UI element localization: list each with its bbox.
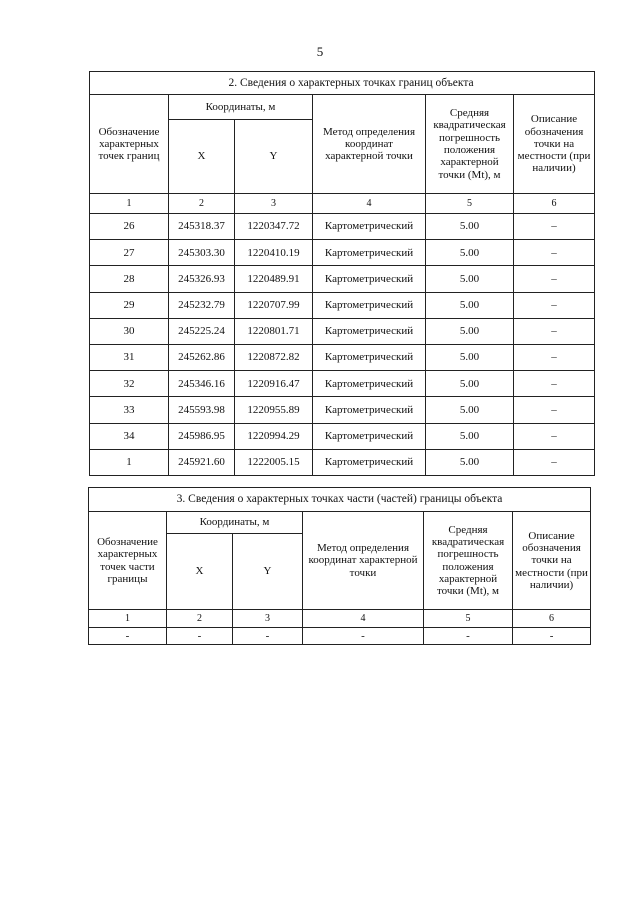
cell-error: 5.00 [426,266,514,292]
cell-y: 1220994.29 [235,423,313,449]
cell-y: - [233,628,303,645]
table-row [90,449,595,475]
cell-error: 5.00 [426,240,514,266]
cell-method: Картометрический [313,423,426,449]
header-x: X [167,534,233,610]
cell-description: – [514,266,595,292]
column-number: 2 [169,194,235,214]
table-row [90,292,595,318]
cell-description: – [514,318,595,344]
column-number: 3 [235,194,313,214]
cell-method: Картометрический [313,449,426,475]
cell-description: – [514,449,595,475]
header-error: Средняя квадратическая погрешность положения характерной точки (Mt), м [426,95,514,194]
section2-title: 2. Сведения о характерных точках границ объекта [90,72,595,95]
cell-y: 1220916.47 [235,371,313,397]
table-row [90,214,595,240]
cell-description: – [514,292,595,318]
cell-point: 31 [90,344,169,370]
cell-error: 5.00 [426,423,514,449]
cell-point: 33 [90,397,169,423]
cell-error: 5.00 [426,449,514,475]
header-point: Обозначение характерных точек части границы [89,512,167,610]
cell-error: - [424,628,513,645]
cell-x: 245318.37 [169,214,235,240]
cell-point: 30 [90,318,169,344]
cell-method: Картометрический [313,266,426,292]
cell-point: - [89,628,167,645]
header-error: Средняя квадратическая погрешность положения характерной точки (Mt), м [424,512,513,610]
header-y: Y [235,120,313,194]
column-number: 4 [313,194,426,214]
cell-description: – [514,214,595,240]
section3-title: 3. Сведения о характерных точках части (частей) границы объекта [89,488,591,512]
cell-y: 1220410.19 [235,240,313,266]
cell-description: – [514,397,595,423]
cell-x: 245232.79 [169,292,235,318]
column-number: 5 [424,610,513,628]
cell-method: Картометрический [313,318,426,344]
table-row [90,397,595,423]
column-number: 4 [303,610,424,628]
cell-error: 5.00 [426,214,514,240]
cell-point: 29 [90,292,169,318]
cell-x: 245346.16 [169,371,235,397]
cell-method: Картометрический [313,240,426,266]
table-row [90,318,595,344]
cell-y: 1220489.91 [235,266,313,292]
column-number: 6 [514,194,595,214]
section3-table [88,487,591,645]
column-number: 3 [233,610,303,628]
table-row [90,240,595,266]
header-description: Описание обозначения точки на местности (при наличии) [514,95,595,194]
header-coordinates: Координаты, м [167,512,303,534]
cell-description: – [514,240,595,266]
cell-error: 5.00 [426,397,514,423]
cell-x: 245986.95 [169,423,235,449]
cell-x: 245262.86 [169,344,235,370]
column-number: 1 [89,610,167,628]
cell-method: Картометрический [313,214,426,240]
cell-y: 1220955.89 [235,397,313,423]
header-description: Описание обозначения точки на местности (при наличии) [513,512,591,610]
cell-point: 27 [90,240,169,266]
cell-error: 5.00 [426,344,514,370]
column-number: 6 [513,610,591,628]
cell-description: – [514,371,595,397]
cell-method: Картометрический [313,292,426,318]
cell-x: 245303.30 [169,240,235,266]
header-coordinates: Координаты, м [169,95,313,120]
table-row [90,266,595,292]
cell-x: 245326.93 [169,266,235,292]
cell-method: Картометрический [313,344,426,370]
table-row [89,628,591,645]
cell-method: Картометрический [313,371,426,397]
cell-point: 1 [90,449,169,475]
cell-error: 5.00 [426,371,514,397]
cell-point: 28 [90,266,169,292]
header-x: X [169,120,235,194]
column-number: 2 [167,610,233,628]
cell-y: 1220872.82 [235,344,313,370]
cell-description: – [514,344,595,370]
page-number: 5 [316,44,324,59]
cell-error: 5.00 [426,318,514,344]
cell-error: 5.00 [426,292,514,318]
cell-point: 34 [90,423,169,449]
cell-x: - [167,628,233,645]
header-y: Y [233,534,303,610]
column-number: 1 [90,194,169,214]
cell-y: 1222005.15 [235,449,313,475]
cell-y: 1220707.99 [235,292,313,318]
column-number: 5 [426,194,514,214]
cell-point: 26 [90,214,169,240]
table-row [90,344,595,370]
cell-method: Картометрический [313,397,426,423]
cell-x: 245921.60 [169,449,235,475]
cell-y: 1220801.71 [235,318,313,344]
section2-table [89,71,595,476]
cell-description: - [513,628,591,645]
header-method: Метод определения координат характерной точки [303,512,424,610]
column-numbers-row [89,610,591,628]
cell-point: 32 [90,371,169,397]
column-numbers-row [90,194,595,214]
cell-description: – [514,423,595,449]
cell-x: 245225.24 [169,318,235,344]
table-row [90,423,595,449]
table-row [90,371,595,397]
cell-x: 245593.98 [169,397,235,423]
header-method: Метод определения координат характерной точки [313,95,426,194]
cell-y: 1220347.72 [235,214,313,240]
cell-method: - [303,628,424,645]
header-point: Обозначение характерных точек границ [90,95,169,194]
